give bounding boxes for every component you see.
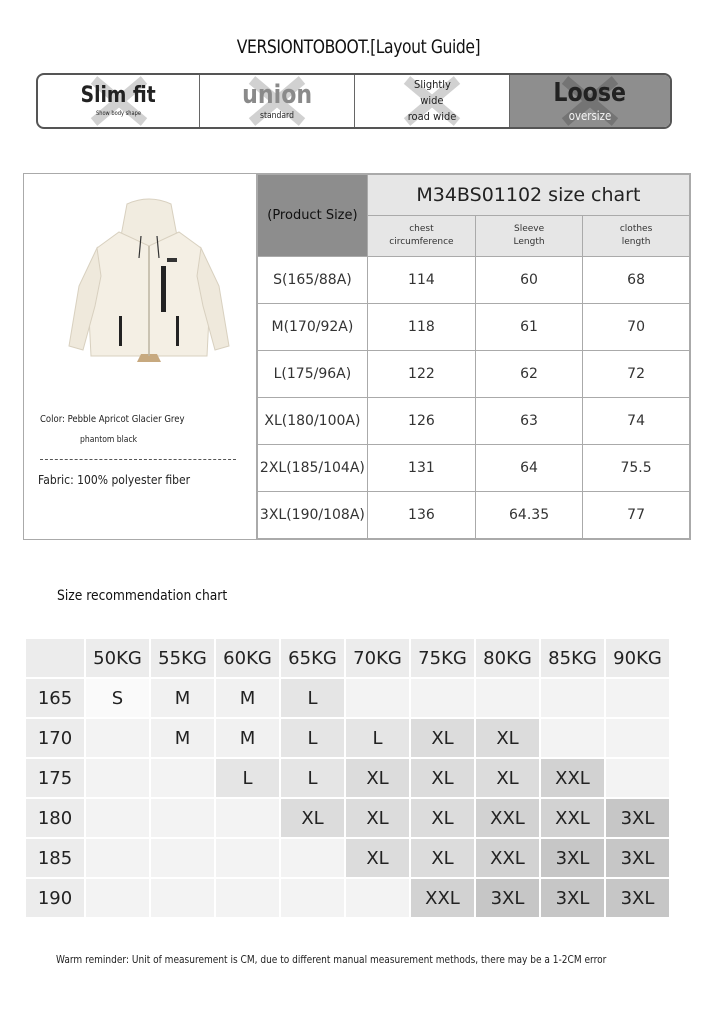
sleeve-value: 61 bbox=[475, 304, 582, 351]
fit-slightly-line1: Slightly bbox=[413, 78, 451, 91]
size-recommendation-cell bbox=[215, 878, 280, 918]
size-label: S(165/88A) bbox=[258, 257, 368, 304]
size-recommendation-cell bbox=[215, 798, 280, 838]
color-line-2: phantom black bbox=[80, 435, 138, 445]
color-line-1: Color: Pebble Apricot Glacier Grey bbox=[40, 414, 185, 425]
size-recommendation-cell bbox=[150, 878, 215, 918]
weight-header: 70KG bbox=[345, 638, 410, 678]
weight-header: 80KG bbox=[475, 638, 540, 678]
chest-value: 136 bbox=[367, 492, 475, 539]
fit-slightly-wide bbox=[355, 75, 510, 127]
table-row bbox=[25, 718, 670, 758]
table-row bbox=[25, 838, 670, 878]
chest-value: 118 bbox=[367, 304, 475, 351]
table-row bbox=[25, 758, 670, 798]
chest-value: 131 bbox=[367, 445, 475, 492]
size-label: M(170/92A) bbox=[258, 304, 368, 351]
size-recommendation-cell bbox=[540, 678, 605, 718]
size-recommendation-cell bbox=[605, 758, 670, 798]
table-row bbox=[25, 798, 670, 838]
fit-loose-label: Loose bbox=[553, 77, 627, 108]
sleeve-value: 60 bbox=[475, 257, 582, 304]
size-recommendation-cell: XL bbox=[345, 838, 410, 878]
size-recommendation-cell: S bbox=[85, 678, 150, 718]
size-recommendation-cell: 3XL bbox=[540, 878, 605, 918]
fit-slim-label: Slim fit bbox=[80, 83, 157, 108]
fit-loose-sub: oversize bbox=[568, 108, 612, 123]
weight-header: 85KG bbox=[540, 638, 605, 678]
size-recommendation-cell bbox=[215, 838, 280, 878]
table-row bbox=[258, 257, 690, 304]
size-recommendation-cell: L bbox=[215, 758, 280, 798]
size-recommendation-cell bbox=[345, 878, 410, 918]
chest-value: 122 bbox=[367, 351, 475, 398]
sleeve-value: 64.35 bbox=[475, 492, 582, 539]
height-header: 175 bbox=[25, 758, 85, 798]
size-recommendation-cell: XXL bbox=[475, 798, 540, 838]
length-value: 68 bbox=[583, 257, 690, 304]
sleeve-value: 63 bbox=[475, 398, 582, 445]
size-recommendation-cell bbox=[280, 878, 345, 918]
col-clothes: clothes length bbox=[583, 216, 690, 257]
table-row bbox=[258, 304, 690, 351]
size-recommendation-cell bbox=[150, 758, 215, 798]
size-label: 2XL(185/104A) bbox=[258, 445, 368, 492]
size-recommendation-cell: XL bbox=[410, 798, 475, 838]
size-chart-code: M34BS01102 size chart bbox=[367, 175, 689, 216]
size-recommendation-cell: 3XL bbox=[605, 838, 670, 878]
size-recommendation-cell: XL bbox=[475, 718, 540, 758]
length-value: 70 bbox=[583, 304, 690, 351]
size-label: 3XL(190/108A) bbox=[258, 492, 368, 539]
size-recommendation-cell: 3XL bbox=[540, 838, 605, 878]
length-value: 75.5 bbox=[583, 445, 690, 492]
table-row bbox=[258, 445, 690, 492]
table-row bbox=[258, 398, 690, 445]
weight-header: 55KG bbox=[150, 638, 215, 678]
weight-header: 50KG bbox=[85, 638, 150, 678]
col-chest: chest circumference bbox=[367, 216, 475, 257]
rec-header-row bbox=[25, 638, 670, 678]
jacket-image bbox=[49, 196, 249, 366]
size-recommendation-cell: L bbox=[345, 718, 410, 758]
weight-header: 65KG bbox=[280, 638, 345, 678]
size-recommendation-cell: M bbox=[215, 718, 280, 758]
size-recommendation-cell bbox=[85, 718, 150, 758]
length-value: 74 bbox=[583, 398, 690, 445]
size-recommendation-cell: XL bbox=[410, 758, 475, 798]
size-recommendation-cell bbox=[475, 678, 540, 718]
size-recommendation-cell: XL bbox=[345, 758, 410, 798]
fit-guide-bar bbox=[36, 73, 672, 129]
size-recommendation-cell: L bbox=[280, 678, 345, 718]
size-recommendation-cell: XXL bbox=[475, 838, 540, 878]
divider bbox=[40, 459, 236, 460]
size-recommendation-cell bbox=[605, 678, 670, 718]
size-recommendation-cell bbox=[85, 798, 150, 838]
size-recommendation-cell: M bbox=[215, 678, 280, 718]
table-row bbox=[258, 492, 690, 539]
size-recommendation-cell bbox=[540, 718, 605, 758]
height-header: 170 bbox=[25, 718, 85, 758]
table-row bbox=[25, 678, 670, 718]
size-recommendation-cell: XL bbox=[345, 798, 410, 838]
recommendation-table bbox=[24, 637, 671, 919]
weight-header: 90KG bbox=[605, 638, 670, 678]
size-recommendation-cell: XL bbox=[410, 718, 475, 758]
height-header: 165 bbox=[25, 678, 85, 718]
size-recommendation-cell bbox=[150, 798, 215, 838]
table-row bbox=[25, 878, 670, 918]
size-recommendation-cell: XXL bbox=[540, 758, 605, 798]
size-recommendation-cell bbox=[345, 678, 410, 718]
fit-slightly-line3: road wide bbox=[407, 110, 457, 123]
weight-header: 75KG bbox=[410, 638, 475, 678]
page-title: VERSIONTOBOOT.[Layout Guide] bbox=[236, 36, 481, 58]
size-label: XL(180/100A) bbox=[258, 398, 368, 445]
size-table bbox=[257, 174, 690, 539]
measurement-note: Warm reminder: Unit of measurement is CM, due to different manual measurement methods, there may be a 1-2CM error bbox=[56, 953, 607, 966]
weight-header: 60KG bbox=[215, 638, 280, 678]
fit-union bbox=[200, 75, 355, 127]
sleeve-value: 62 bbox=[475, 351, 582, 398]
recommendation-title: Size recommendation chart bbox=[57, 588, 228, 604]
length-value: 77 bbox=[583, 492, 690, 539]
size-recommendation-cell: XL bbox=[475, 758, 540, 798]
fit-slim bbox=[38, 75, 200, 127]
size-recommendation-cell: M bbox=[150, 678, 215, 718]
table-row bbox=[258, 351, 690, 398]
size-recommendation-cell: XL bbox=[280, 798, 345, 838]
fabric-text: Fabric: 100% polyester fiber bbox=[38, 473, 191, 487]
size-recommendation-cell: XXL bbox=[410, 878, 475, 918]
size-recommendation-cell: L bbox=[280, 718, 345, 758]
rec-corner bbox=[25, 638, 85, 678]
size-recommendation-cell bbox=[280, 838, 345, 878]
size-recommendation-cell bbox=[605, 718, 670, 758]
size-recommendation-cell: XL bbox=[410, 838, 475, 878]
size-recommendation-cell bbox=[85, 878, 150, 918]
size-recommendation-cell: XXL bbox=[540, 798, 605, 838]
size-recommendation-cell: L bbox=[280, 758, 345, 798]
size-recommendation-cell: M bbox=[150, 718, 215, 758]
product-panel bbox=[24, 174, 257, 539]
height-header: 185 bbox=[25, 838, 85, 878]
fit-union-label: union bbox=[242, 79, 312, 110]
fit-slightly-line2: wide bbox=[420, 94, 444, 107]
height-header: 180 bbox=[25, 798, 85, 838]
size-label: L(175/96A) bbox=[258, 351, 368, 398]
size-recommendation-cell bbox=[85, 758, 150, 798]
size-recommendation-cell bbox=[410, 678, 475, 718]
size-chart bbox=[23, 173, 691, 540]
chest-value: 126 bbox=[367, 398, 475, 445]
fit-loose bbox=[510, 75, 670, 127]
product-size-header: (Product Size) bbox=[258, 175, 368, 257]
size-recommendation-cell: 3XL bbox=[475, 878, 540, 918]
sleeve-value: 64 bbox=[475, 445, 582, 492]
height-header: 190 bbox=[25, 878, 85, 918]
fit-slim-sub: Show body shape bbox=[95, 110, 141, 117]
size-recommendation-cell: 3XL bbox=[605, 878, 670, 918]
length-value: 72 bbox=[583, 351, 690, 398]
size-recommendation-cell bbox=[150, 838, 215, 878]
size-recommendation-cell bbox=[85, 838, 150, 878]
fit-union-sub: standard bbox=[260, 110, 294, 121]
col-sleeve: Sleeve Length bbox=[475, 216, 582, 257]
chest-value: 114 bbox=[367, 257, 475, 304]
size-recommendation-cell: 3XL bbox=[605, 798, 670, 838]
